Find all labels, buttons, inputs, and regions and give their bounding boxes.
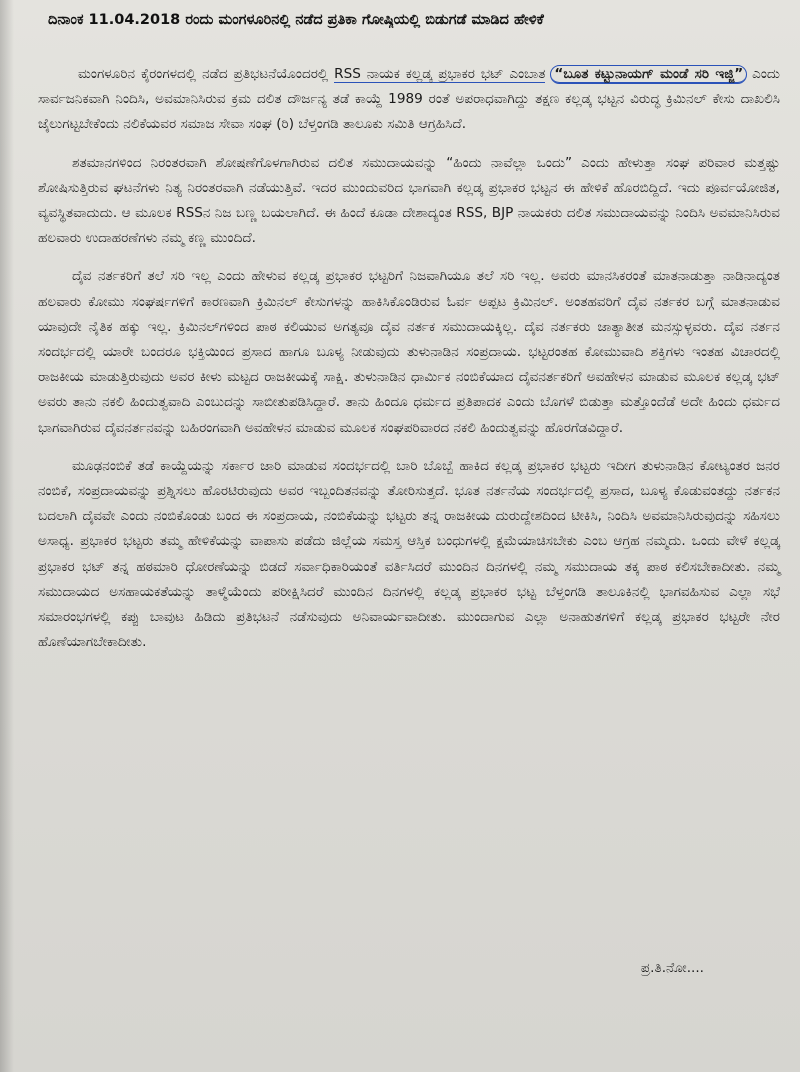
underlined-highlight: RSS ನಾಯಕ ಕಲ್ಲಡ್ಕ ಪ್ರಭಾಕರ ಭಟ್ ಎಂಬಾತ [334, 66, 546, 82]
document-body [38, 62, 780, 668]
paragraph-4: ಮೂಢನಂಬಿಕೆ ತಡೆ ಕಾಯ್ದೆಯನ್ನು ಸರ್ಕಾರ ಜಾರಿ ಮಾಡುವ ಸಂದರ್ಭದಲ್ಲಿ ಬಾರಿ ಬೊಬ್ಬೆ ಹಾಕಿದ ಕಲ್ಲಡ್ಕ ಪ್ರಭಾಕರ ಭಟ್ಟರು ಇದೀಗ ತುಳುನಾಡಿನ ಕೋಟ್ಯಂತರ ಜನರ ನಂಬಿಕೆ, ಸಂಪ್ರದಾಯವನ್ನು ಪ್ರಶ್ನಿಸಲು ಹೊರಟಿರುವುದು ಅವರ ಇಬ್ಬಂದಿತನವನ್ನು ತೋರಿಸುತ್ತದೆ. ಭೂತ ನರ್ತನೆಯ ಸಂದರ್ಭದಲ್ಲಿ ಪ್ರಸಾದ, ಬೂಳ್ಯ ಕೊಡುವಂತದ್ದು ನರ್ತಕನ ಬದಲಾಗಿ ದೈವವೇ ಎಂದು ನಂಬಿಕೊಂಡು ಬಂದ ಈ ಸಂಪ್ರದಾಯ, ನಂಬಿಕೆಯನ್ನು ಭಟ್ಟರು ತನ್ನ ರಾಜಕೀಯ ದುರುದ್ದೇಶದಿಂದ ಟೀಕಿಸಿ, ನಿಂದಿಸಿ ಅವಮಾನಿಸಿರುವುದನ್ನು ಸಹಿಸಲು ಅಸಾಧ್ಯ. ಪ್ರಭಾಕರ ಭಟ್ಟರು ತಮ್ಮ ಹೇಳಿಕೆಯನ್ನು ವಾಪಾಸು ಪಡೆದು ಜಿಲ್ಲೆಯ ಸಮಸ್ತ ಆಸ್ತಿಕ ಬಂಧುಗಳಲ್ಲಿ ಕ್ಷಮೆಯಾಚಿಸಬೇಕು ಎಂಬ ಆಗ್ರಹ ನಮ್ಮದು. ಒಂದು ವೇಳೆ ಕಲ್ಲಡ್ಕ ಪ್ರಭಾಕರ ಭಟ್ ತನ್ನ ಹಠಮಾರಿ ಧೋರಣೆಯನ್ನು ಬಿಡದೆ ಸರ್ವಾಧಿಕಾರಿಯಂತೆ ವರ್ತಿಸಿದರೆ ಮುಂದಿನ ದಿನಗಳಲ್ಲಿ ನಮ್ಮ ಸಮುದಾಯ ತಕ್ಕ ಪಾಠ ಕಲಿಸಬೇಕಾದೀತು. ನಮ್ಮ ಸಮುದಾಯದ ಅಸಹಾಯಕತೆಯನ್ನು ತಾಳ್ಮೆಯೆಂದು ಪರೀಕ್ಷಿಸಿದರೆ ಮುಂದಿನ ದಿನಗಳಲ್ಲಿ ಕಲ್ಲಡ್ಕ ಪ್ರಭಾಕರ ಭಟ್ಟ ಬೆಳ್ತಂಗಡಿ ತಾಲೂಕಿನಲ್ಲಿ ಭಾಗವಹಿಸುವ ಎಲ್ಲಾ ಸಭೆ ಸಮಾರಂಭಗಳಲ್ಲಿ ಕಪ್ಪು ಬಾವುಟ ಹಿಡಿದು ಪ್ರತಿಭಟನೆ ನಡೆಸುವುದು ಅನಿವಾರ್ಯವಾದೀತು. ಮುಂದಾಗುವ ಎಲ್ಲಾ ಅನಾಹುತಗಳಿಗೆ ಕಲ್ಲಡ್ಕ ಪ್ರಭಾಕರ ಭಟ್ಟರೇ ನೇರ ಹೊಣೆಯಾಗಬೇಕಾದೀತು. [38, 457, 780, 651]
paragraph-1-rest: ಎಂದು ಸಾರ್ವಜನಿಕವಾಗಿ ನಿಂದಿಸಿ, ಅವಮಾನಿಸಿರುವ ಕ್ರಮ ದಲಿತ ದೌರ್ಜನ್ಯ ತಡೆ ಕಾಯ್ದೆ 1989 ರಂತೆ ಅಪರಾಧವಾಗಿದ್ದು ತಕ್ಷಣ ಕಲ್ಲಡ್ಕ ಭಟ್ಟನ ವಿರುದ್ಧ ಕ್ರಿಮಿನಲ್ ಕೇಸು ದಾಖಲಿಸಿ ಜೈಲುಗಟ್ಟಬೇಕೆಂದು ನಲಿಕೆಯವರ ಸಮಾಜ ಸೇವಾ ಸಂಘ (ರಿ) ಬೆಳ್ತಂಗಡಿ ತಾಲೂಕು ಸಮಿತಿ ಆಗ್ರಹಿಸಿದೆ. [38, 66, 780, 133]
page-shadow [0, 0, 14, 1072]
circled-quote: “ಬೂತ ಕಟ್ಟುನಾಯಗ್ ಮಂಡೆ ಸರಿ ಇಜ್ಜಿ” [551, 66, 746, 83]
paragraph-2: ಶತಮಾನಗಳಿಂದ ನಿರಂತರವಾಗಿ ಶೋಷಣೆಗೊಳಗಾಗಿರುವ ದಲಿತ ಸಮುದಾಯವನ್ನು “ಹಿಂದು ನಾವೆಲ್ಲಾ ಒಂದು” ಎಂದು ಹೇಳುತ್ತಾ ಸಂಘ ಪರಿವಾರ ಮತ್ತಷ್ಟು ಶೋಷಿಸುತ್ತಿರುವ ಘಟನೆಗಳು ನಿತ್ಯ ನಿರಂತರವಾಗಿ ನಡೆಯುತ್ತಿವೆ. ಇದರ ಮುಂದುವರಿದ ಭಾಗವಾಗಿ ಕಲ್ಲಡ್ಕ ಪ್ರಭಾಕರ ಭಟ್ಟನ ಈ ಹೇಳಿಕೆ ಹೊರಬಿದ್ದಿದೆ. ಇದು ಪೂರ್ವಯೋಜಿತ, ವ್ಯವಸ್ಥಿತವಾದುದು. ಆ ಮೂಲಕ RSSನ ನಿಜ ಬಣ್ಣ ಬಯಲಾಗಿದೆ. ಈ ಹಿಂದೆ ಕೂಡಾ ದೇಶಾದ್ಯಂತ RSS, BJP ನಾಯಕರು ದಲಿತ ಸಮುದಾಯವನ್ನು ನಿಂದಿಸಿ ಅವಮಾನಿಸಿರುವ ಹಲವಾರು ಉದಾಹರಣೆಗಳು ನಮ್ಮ ಕಣ್ಣ ಮುಂದಿದೆ. [38, 154, 780, 247]
paragraph-1-intro: ಮಂಗಳೂರಿನ ಕೈರಂಗಳದಲ್ಲಿ ನಡೆದ ಪ್ರತಿಭಟನೆಯೊಂದರಲ್ಲಿ [78, 66, 335, 82]
signature: ಪ್ರ.ತಿ.ನೋ.... [640, 960, 704, 976]
document-heading: ದಿನಾಂಕ 11.04.2018 ರಂದು ಮಂಗಳೂರಿನಲ್ಲಿ ನಡೆದ ಪ್ರತಿಕಾ ಗೋಷ್ಠಿಯಲ್ಲಿ ಬಿಡುಗಡೆ ಮಾಡಿದ ಹೇಳಿಕೆ [48, 12, 544, 28]
paragraph-1 [38, 62, 780, 138]
paragraph-3: ದೈವ ನರ್ತಕರಿಗೆ ತಲೆ ಸರಿ ಇಲ್ಲ ಎಂದು ಹೇಳುವ ಕಲ್ಲಡ್ಕ ಪ್ರಭಾಕರ ಭಟ್ಟರಿಗೆ ನಿಜವಾಗಿಯೂ ತಲೆ ಸರಿ ಇಲ್ಲ. ಅವರು ಮಾನಸಿಕರಂತೆ ಮಾತನಾಡುತ್ತಾ ನಾಡಿನಾದ್ಯಂತ ಹಲವಾರು ಕೋಮು ಸಂಘರ್ಷಗಳಿಗೆ ಕಾರಣವಾಗಿ ಕ್ರಿಮಿನಲ್ ಕೇಸುಗಳನ್ನು ಹಾಕಿಸಿಕೊಂಡಿರುವ ಓರ್ವ ಅಪ್ಪಟ ಕ್ರಿಮಿನಲ್. ಅಂತಹವರಿಗೆ ದೈವ ನರ್ತಕರ ಬಗ್ಗೆ ಮಾತನಾಡುವ ಯಾವುದೇ ನೈತಿಕ ಹಕ್ಕು ಇಲ್ಲ. ಕ್ರಿಮಿನಲ್‌ಗಳಿಂದ ಪಾಠ ಕಲಿಯುವ ಅಗತ್ಯವೂ ದೈವ ನರ್ತಕ ಸಮುದಾಯಕ್ಕಿಲ್ಲ. ದೈವ ನರ್ತಕರು ಜಾತ್ಯಾತೀತ ಮನಸ್ಸುಳ್ಳವರು. ದೈವ ನರ್ತನ ಸಂದರ್ಭದಲ್ಲಿ ಯಾರೇ ಬಂದರೂ ಭಕ್ತಿಯಿಂದ ಪ್ರಸಾದ ಹಾಗೂ ಬೂಳ್ಯ ನೀಡುವುದು ತುಳುನಾಡಿನ ಸಂಪ್ರದಾಯ. ಭಟ್ಟರಂತಹ ಕೋಮುವಾದಿ ಶಕ್ತಿಗಳು ಇಂತಹ ವಿಚಾರದಲ್ಲಿ ರಾಜಕೀಯ ಮಾಡುತ್ತಿರುವುದು ಅವರ ಕೀಳು ಮಟ್ಟದ ರಾಜಕೀಯಕ್ಕೆ ಸಾಕ್ಷಿ. ತುಳುನಾಡಿನ ಧಾರ್ಮಿಕ ನಂಬಿಕೆಯಾದ ದೈವನರ್ತಕರಿಗೆ ಅವಹೇಳನ ಮಾಡುವ ಮೂಲಕ ಕಲ್ಲಡ್ಕ ಭಟ್ ಅವರು ತಾನು ನಕಲಿ ಹಿಂದುತ್ವವಾದಿ ಎಂಬುದನ್ನು ಸಾಬೀತುಪಡಿಸಿದ್ದಾರೆ. ತಾನು ಹಿಂದೂ ಧರ್ಮದ ಪ್ರತಿಪಾದಕ ಎಂದು ಬೊಗಳೆ ಬಿಡುತ್ತಾ ಮತ್ತೊಂದೆಡೆ ಅದೇ ಹಿಂದು ಧರ್ಮದ ಭಾಗವಾಗಿರುವ ದೈವನರ್ತನವನ್ನು ಬಹಿರಂಗವಾಗಿ ಅವಹೇಳನ ಮಾಡುವ ಮೂಲಕ ಸಂಘಪರಿವಾರದ ನಕಲಿ ಹಿಂದುತ್ವವನ್ನು ಹೊರಗೆಡವಿದ್ದಾರೆ. [38, 268, 780, 436]
